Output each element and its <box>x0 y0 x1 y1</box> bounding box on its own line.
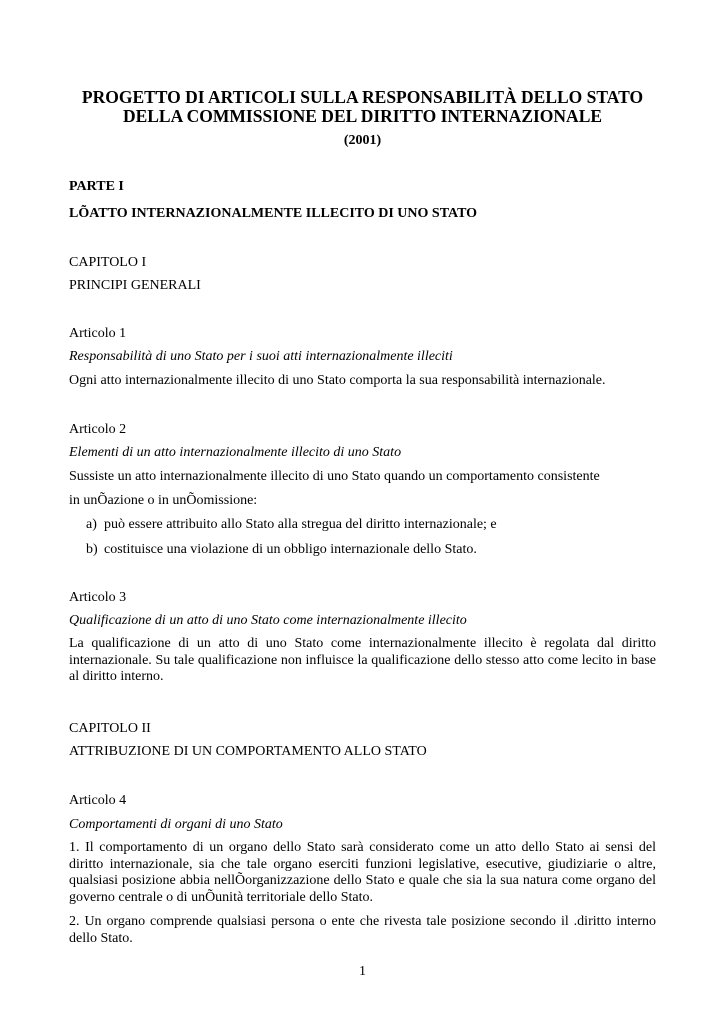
parte-heading: PARTE I <box>69 179 124 194</box>
articolo-1-title: Responsabilità di uno Stato per i suoi atti internazionalmente illeciti <box>69 349 453 364</box>
capitolo-1-heading: CAPITOLO I <box>69 255 147 270</box>
articolo-4-paragraph-1: 1. Il comportamento di un organo dello Stato sarà considerato come un atto dello Stato ai sensi del diritto internazionale, sia che tale organo eserciti funzioni legislative, esecutive, giudiziarie o altre, qualsiasi posizione abbia nellÕorganizzazione dello Stato e quale che sia la sua natura come organo del governo centrale o di unÕunità territoriale dello Stato. <box>69 840 656 905</box>
articolo-2-number: Articolo 2 <box>69 422 127 437</box>
parte-subtitle: LÕATTO INTERNAZIONALMENTE ILLECITO DI UNO STATO <box>69 206 478 221</box>
articolo-2-text-line1: Sussiste un atto internazionalmente illecito di uno Stato quando un comportamento consistente <box>69 469 600 484</box>
articolo-3-text: La qualificazione di un atto di uno Stato come internazionalmente illecito è regolata dal diritto internazionale. Su tale qualificazione non influisce la qualificazione dello stesso atto come lecito in base al diritto interno. <box>69 636 656 684</box>
document-title-line2: DELLA COMMISSIONE DEL DIRITTO INTERNAZIONALE <box>122 106 603 126</box>
articolo-3-title: Qualificazione di un atto di uno Stato come internazionalmente illecito <box>69 613 467 628</box>
articolo-4-title: Comportamenti di organi di uno Stato <box>69 817 283 832</box>
item-text: costituisce una violazione di un obbligo internazionale dello Stato. <box>104 542 477 557</box>
articolo-1-text: Ogni atto internazionalmente illecito di uno Stato comporta la sua responsabilità internazionale. <box>69 373 606 388</box>
articolo-1-number: Articolo 1 <box>69 326 127 341</box>
item-text: può essere attribuito allo Stato alla stregua del diritto internazionale; e <box>104 517 497 532</box>
document-year: (2001) <box>343 133 382 148</box>
capitolo-2-heading: CAPITOLO II <box>69 721 151 736</box>
item-marker: b) <box>86 542 98 557</box>
capitolo-2-subtitle: ATTRIBUZIONE DI UN COMPORTAMENTO ALLO STATO <box>69 744 427 759</box>
articolo-2-text-line2: in unÕazione o in unÕomissione: <box>69 493 258 508</box>
articolo-4-paragraph-2: 2. Un organo comprende qualsiasi persona o ente che rivesta tale posizione secondo il .diritto interno dello Stato. <box>69 914 656 946</box>
item-marker: a) <box>86 517 97 532</box>
articolo-2-item-b <box>86 541 477 559</box>
articolo-2-title: Elementi di un atto internazionalmente illecito di uno Stato <box>69 445 402 460</box>
document-title-line1: PROGETTO DI ARTICOLI SULLA RESPONSABILITÀ DELLO STATO <box>81 87 644 107</box>
capitolo-1-subtitle: PRINCIPI GENERALI <box>69 278 201 293</box>
articolo-3-number: Articolo 3 <box>69 590 127 605</box>
articolo-2-item-a <box>86 516 497 534</box>
page-number: 1 <box>359 964 366 979</box>
articolo-4-number: Articolo 4 <box>69 793 127 808</box>
